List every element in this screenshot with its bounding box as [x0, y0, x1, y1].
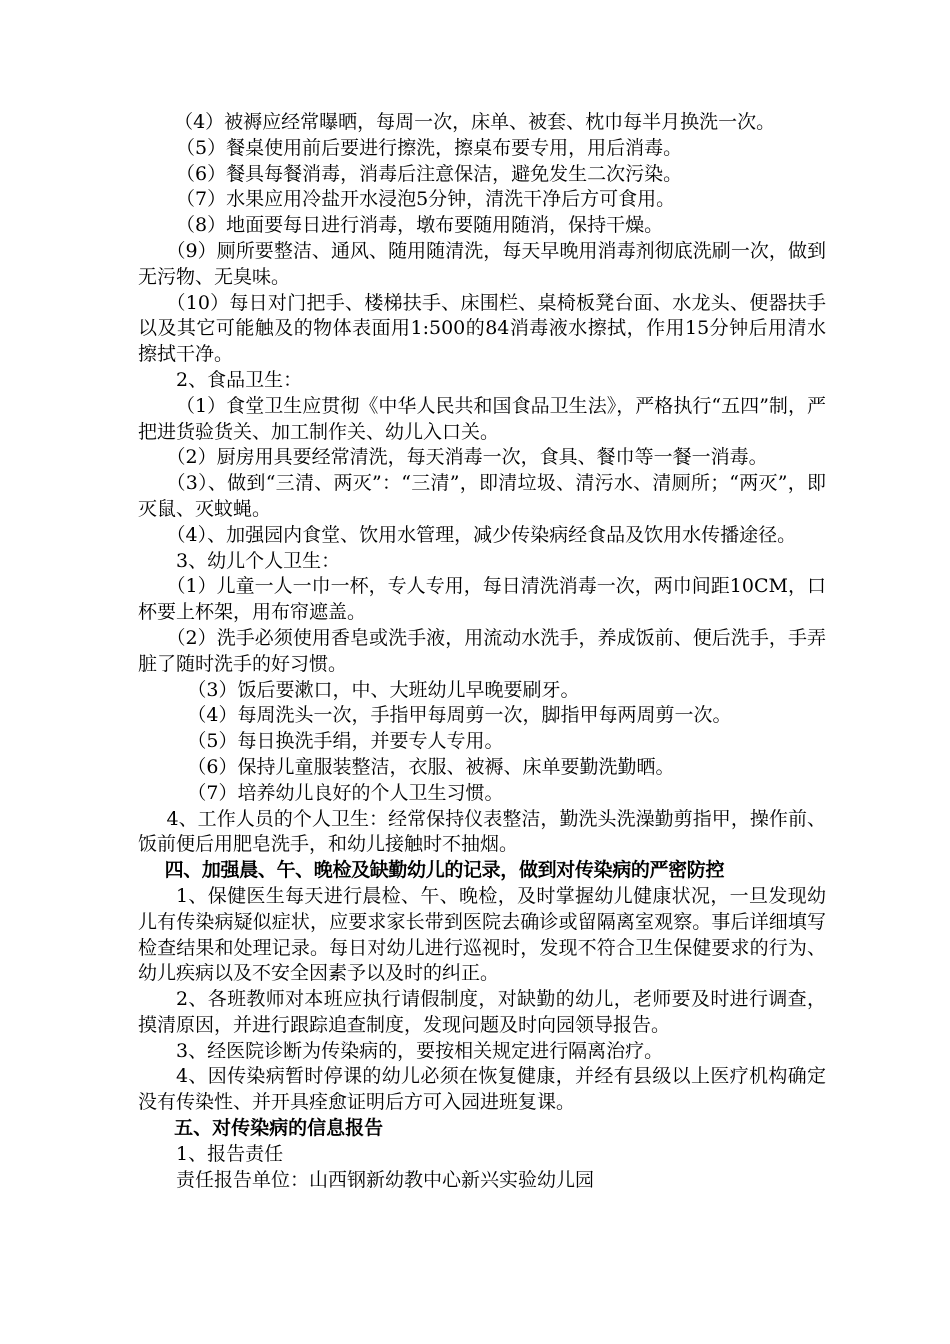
paragraph: 3、经医院诊断为传染病的，要按相关规定进行隔离治疗。	[176, 1039, 664, 1062]
paragraph: 4、因传染病暂时停课的幼儿必须在恢复健康，并经有县级以上医疗机构确定没有传染性、并开具痊愈证明后方可入园进班复课。	[138, 1065, 826, 1114]
paragraph: 4、工作人员的个人卫生：经常保持仪表整洁，勤洗头洗澡勤剪指甲，操作前、饭前便后用肥皂洗手，和幼儿接触时不抽烟。	[138, 807, 826, 856]
section-subheading: 2、食品卫生：	[176, 368, 303, 391]
paragraph: （4）每周洗头一次，手指甲每周剪一次，脚指甲每两周剪一次。	[187, 704, 732, 727]
paragraph: （1）食堂卫生应贯彻《中华人民共和国食品卫生法》，严格执行“五四”制，严把进货验货关、加工制作关、幼儿入口关。	[138, 394, 826, 443]
paragraph: （5）餐桌使用前后要进行擦洗，擦桌布要专用，用后消毒。	[176, 136, 683, 159]
paragraph: （6）保持儿童服装整洁，衣服、被褥、床单要勤洗勤晒。	[187, 755, 675, 778]
paragraph: （3）、做到“三清、两灭”：“三清”，即清垃圾、清污水、清厕所；“两灭”，即灭鼠、灭蚊蝇。	[138, 472, 826, 520]
paragraph: （2）厨房用具要经常清洗，每天消毒一次，食具、餐巾等一餐一消毒。	[166, 446, 768, 469]
paragraph: 责任报告单位：山西钢新幼教中心新兴实验幼儿园	[176, 1168, 595, 1191]
paragraph: （1）儿童一人一巾一杯，专人专用，每日清洗消毒一次，两巾间距10CM，口杯要上杯架，用布帘遮盖。	[138, 575, 826, 624]
paragraph: 2、各班教师对本班应执行请假制度，对缺勤的幼儿，老师要及时进行调查，摸清原因，并进行跟踪追查制度，发现问题及时向园领导报告。	[138, 988, 826, 1036]
paragraph: 1、保健医生每天进行晨检、午、晚检，及时掌握幼儿健康状况，一旦发现幼儿有传染病疑似症状，应要求家长带到医院去确诊或留隔离室观察。事后详细填写检查结果和处理记录。每日对幼儿进行巡视时，发现不符合卫生保健要求的行为、幼儿疾病以及不安全因素予以及时的纠正。	[138, 884, 826, 985]
paragraph: （9）厕所要整洁、通风、随用随清洗，每天早晚用消毒剂彻底洗刷一次，做到无污物、无臭味。	[138, 239, 826, 288]
section-subheading: 1、报告责任	[176, 1142, 284, 1165]
section-subheading: 3、幼儿个人卫生：	[176, 549, 341, 572]
paragraph: （8）地面要每日进行消毒，墩布要随用随消，保持干燥。	[176, 214, 664, 237]
paragraph: （4）、加强园内食堂、饮用水管理，减少传染病经食品及饮用水传播途径。	[166, 523, 797, 546]
paragraph: （3）饭后要漱口，中、大班幼儿早晚要刷牙。	[187, 678, 580, 701]
paragraph: （2）洗手必须使用香皂或洗手液，用流动水洗手，养成饭前、便后洗手，手弄脏了随时洗手的好习惯。	[138, 626, 826, 675]
paragraph: （6）餐具每餐消毒，消毒后注意保洁，避免发生二次污染。	[176, 162, 683, 185]
paragraph: （7）水果应用冷盐开水浸泡5分钟，清洗干净后方可食用。	[176, 188, 676, 211]
paragraph: （10）每日对门把手、楼梯扶手、床围栏、桌椅板凳台面、水龙头、便器扶手以及其它可能触及的物体表面用1:500的84消毒液水擦拭，作用15分钟后用清水擦拭干净。	[138, 291, 826, 366]
paragraph: （7）培养幼儿良好的个人卫生习惯。	[187, 781, 504, 804]
section-heading: 五、对传染病的信息报告	[174, 1117, 384, 1140]
section-heading: 四、加强晨、午、晚检及缺勤幼儿的记录，做到对传染病的严密防控	[164, 859, 725, 882]
paragraph: （5）每日换洗手绢，并要专人专用。	[187, 730, 504, 753]
document-page	[138, 110, 826, 1193]
paragraph: （4）被褥应经常曝晒，每周一次，床单、被套、枕巾每半月换洗一次。	[174, 111, 776, 133]
